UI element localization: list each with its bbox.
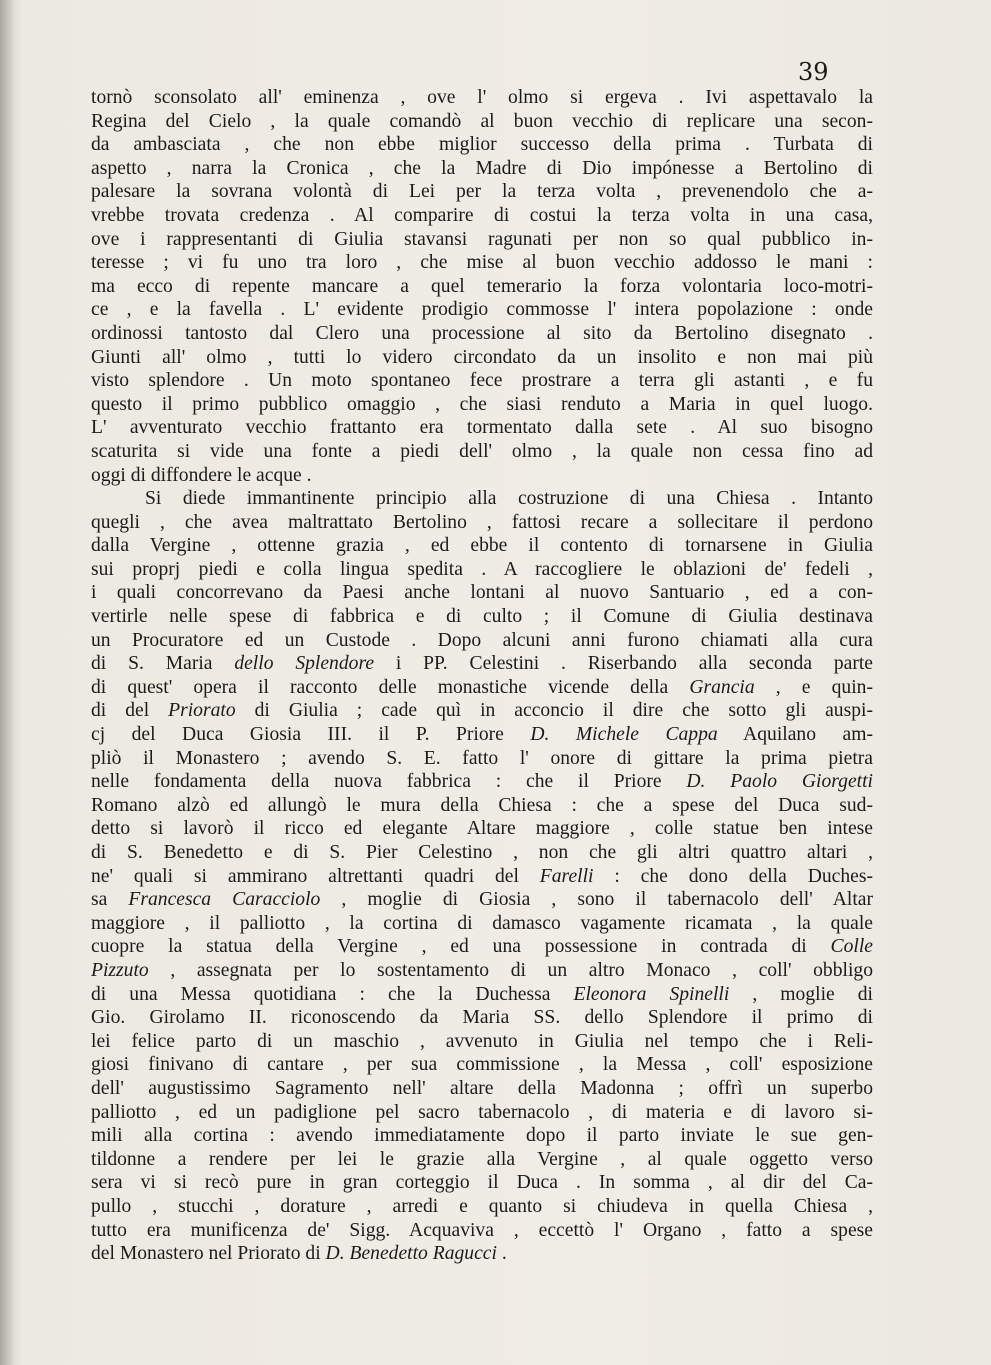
text-line xyxy=(91,581,873,605)
text-segment: teresse ; vi fu uno tra loro , che mise al buon vecchio addosso le mani : xyxy=(91,252,873,274)
text-segment: i quali concorrevano da Paesi anche lontani al nuovo Santuario , ed a con- xyxy=(91,582,873,604)
text-segment: da ambasciata , che non ebbe miglior successo della prima . Turbata di xyxy=(91,134,873,156)
body-text xyxy=(91,86,873,1266)
text-line xyxy=(91,1006,873,1030)
page-gutter-shadow xyxy=(0,0,14,1365)
text-line xyxy=(91,251,873,275)
text-line xyxy=(91,346,873,370)
text-segment: Regina del Cielo , la quale comandò al buon vecchio di replicare una secon- xyxy=(91,110,873,132)
text-line xyxy=(91,464,873,488)
text-line xyxy=(91,629,873,653)
italic-text-segment: Farelli xyxy=(539,865,594,887)
text-line xyxy=(91,1171,873,1195)
text-segment: ne' quali si ammirano altrettanti quadri del xyxy=(91,865,540,887)
text-line xyxy=(91,487,873,511)
text-line xyxy=(91,676,873,700)
italic-text-segment: Pizzuto xyxy=(91,959,149,981)
text-line xyxy=(91,393,873,417)
text-segment: L' avventurato vecchio frattanto era tormentato dalla sete . Al suo bisogno xyxy=(91,417,873,439)
text-line xyxy=(91,86,873,110)
text-line xyxy=(91,322,873,346)
text-line xyxy=(91,416,873,440)
italic-text-segment: D. Michele Cappa xyxy=(530,724,718,746)
text-segment: sa xyxy=(91,889,129,911)
text-segment: detto si lavorò il ricco ed elegante Altare maggiore , colle statue ben intese xyxy=(91,818,873,840)
text-line xyxy=(91,1148,873,1172)
text-segment: tildonne a rendere per lei le grazie alla Vergine , al quale oggetto verso xyxy=(91,1148,873,1170)
text-segment: sera vi si recò pure in gran corteggio il Duca . In somma , al dir del Ca- xyxy=(91,1172,873,1194)
text-line xyxy=(91,298,873,322)
text-segment: pliò il Monastero ; avendo S. E. fatto l' onore di gittare la prima pietra xyxy=(91,747,873,769)
text-line xyxy=(91,1030,873,1054)
text-line xyxy=(91,817,873,841)
text-segment: tutto era munificenza de' Sigg. Acquaviva , eccettò l' Organo , fatto a spese xyxy=(91,1219,873,1241)
text-line xyxy=(91,1242,873,1266)
text-segment: di Giulia ; cade quì in acconcio il dire che sotto gli auspi- xyxy=(235,700,873,722)
text-segment: del Monastero nel Priorato di xyxy=(91,1243,326,1265)
text-segment: dalla Vergine , ottenne grazia , ed ebbe il contento di tornarsene in Giulia xyxy=(91,535,873,557)
text-line xyxy=(91,770,873,794)
text-segment: vertirle nelle spese di fabbrica e di culto ; il Comune di Giulia destinava xyxy=(91,606,873,628)
text-line xyxy=(91,204,873,228)
page-number: 39 xyxy=(798,58,829,86)
text-line xyxy=(91,605,873,629)
text-line xyxy=(91,888,873,912)
text-segment: sui proprj piedi e colla lingua spedita . A raccogliere le oblazioni de' fedeli , xyxy=(91,558,873,580)
text-line xyxy=(91,511,873,535)
text-line xyxy=(91,1124,873,1148)
text-segment: cj del Duca Giosia III. il P. Priore xyxy=(91,724,531,746)
text-line xyxy=(91,180,873,204)
text-line xyxy=(91,794,873,818)
text-line xyxy=(91,1101,873,1125)
text-segment: mili alla cortina : avendo immediatamente dopo il parto inviate le sue gen- xyxy=(91,1125,873,1147)
text-segment: Gio. Girolamo II. riconoscendo da Maria SS. dello Splendore il primo di xyxy=(91,1007,873,1029)
italic-text-segment: Eleonora Spinelli xyxy=(573,983,730,1005)
text-line xyxy=(91,228,873,252)
text-line xyxy=(91,983,873,1007)
italic-text-segment: Francesca Caracciolo xyxy=(128,889,321,911)
text-segment: di del xyxy=(91,700,169,722)
text-line xyxy=(91,157,873,181)
text-segment: . xyxy=(496,1243,507,1265)
italic-text-segment: Grancia xyxy=(689,676,755,698)
text-line xyxy=(91,1053,873,1077)
text-segment: Giunti all' olmo , tutti lo videro circondato da un insolito e non mai più xyxy=(91,346,873,368)
text-line xyxy=(91,1195,873,1219)
text-segment: maggiore , il palliotto , la cortina di damasco vagamente ricamata , la quale xyxy=(91,912,873,934)
text-segment: questo il primo pubblico omaggio , che siasi renduto a Maria in quel luogo. xyxy=(91,393,873,415)
text-line xyxy=(91,558,873,582)
text-line xyxy=(91,1077,873,1101)
text-segment: quegli , che avea maltrattato Bertolino , fattosi recare a sollecitare il perdono xyxy=(91,511,873,533)
text-segment: pullo , stucchi , dorature , arredi e quanto si chiudeva in quella Chiesa , xyxy=(91,1195,873,1217)
text-segment: lei felice parto di un maschio , avvenuto in Giulia nel tempo che i Reli- xyxy=(91,1030,873,1052)
text-segment: oggi di diffondere le acque . xyxy=(91,464,312,486)
text-segment: : che dono della Duches- xyxy=(593,865,873,887)
text-line xyxy=(91,699,873,723)
text-line xyxy=(91,912,873,936)
text-segment: di S. Benedetto e di S. Pier Celestino , non che gli altri quattro altari , xyxy=(91,842,873,863)
text-segment: Romano alzò ed allungò le mura della Chiesa : che a spese del Duca sud- xyxy=(91,794,873,816)
text-segment: palliotto , ed un padiglione pel sacro tabernacolo , di materia e di lavoro si- xyxy=(91,1101,873,1123)
text-segment: cuopre la statua della Vergine , ed una possessione in contrada di xyxy=(91,936,831,958)
text-segment: aspetto , narra la Cronica , che la Madre di Dio impónesse a Bertolino di xyxy=(91,157,873,179)
text-line xyxy=(91,747,873,771)
italic-text-segment: dello Splendore xyxy=(234,653,375,675)
text-line xyxy=(91,440,873,464)
text-segment: un Procuratore ed un Custode . Dopo alcuni anni furono chiamati alla cura xyxy=(91,629,873,651)
text-segment: , moglie di xyxy=(729,983,873,1005)
italic-text-segment: D. Benedetto Ragucci xyxy=(325,1243,497,1265)
text-segment: i PP. Celestini . Riserbando alla seconda parte xyxy=(374,653,874,675)
text-segment: dell' augustissimo Sagramento nell' altare della Madonna ; offrì un superbo xyxy=(91,1077,873,1099)
text-line xyxy=(91,935,873,959)
text-line xyxy=(91,133,873,157)
text-segment: visto splendore . Un moto spontaneo fece prostrare a terra gli astanti , e fu xyxy=(91,370,873,392)
text-line xyxy=(91,1219,873,1243)
text-segment: Si diede immantinente principio alla costruzione di una Chiesa . Intanto xyxy=(145,488,873,510)
text-line xyxy=(91,841,873,865)
text-segment: , moglie di Giosia , sono il tabernacolo dell' Altar xyxy=(320,889,873,911)
italic-text-segment: D. Paolo Giorgetti xyxy=(686,771,873,793)
text-segment: ma ecco di repente mancare a quel temerario la forza volontaria loco-motri- xyxy=(91,275,873,297)
text-segment: Aquilano am- xyxy=(717,724,873,746)
text-segment: di una Messa quotidiana : che la Duchessa xyxy=(91,983,574,1005)
text-line xyxy=(91,369,873,393)
text-segment: , assegnata per lo sostentamento di un altro Monaco , coll' obbligo xyxy=(148,959,873,981)
text-segment: ove i rappresentanti di Giulia stavansi ragunati per non so qual pubblico in- xyxy=(91,228,873,250)
text-line xyxy=(91,865,873,889)
text-segment: vrebbe trovata credenza . Al comparire di costui la terza volta in una casa, xyxy=(91,204,873,226)
text-line xyxy=(91,652,873,676)
text-segment: nelle fondamenta della nuova fabbrica : che il Priore xyxy=(91,771,687,793)
text-segment: giosi finivano di cantare , per sua commissione , la Messa , coll' esposizione xyxy=(91,1054,873,1076)
text-segment: di quest' opera il racconto delle monastiche vicende della xyxy=(91,676,690,698)
text-segment: scaturita si vide una fonte a piedi dell' olmo , la quale non cessa fino ad xyxy=(91,440,873,462)
text-line xyxy=(91,275,873,299)
italic-text-segment: Colle xyxy=(830,936,873,958)
italic-text-segment: Priorato xyxy=(168,700,236,722)
text-segment: ce , e la favella . L' evidente prodigio commosse l' intera popolazione : onde xyxy=(91,299,873,321)
text-line xyxy=(91,534,873,558)
text-line xyxy=(91,959,873,983)
text-segment: , e quin- xyxy=(754,676,873,698)
text-line xyxy=(91,110,873,134)
text-line xyxy=(91,723,873,747)
text-segment: di S. Maria xyxy=(91,653,235,675)
text-segment: ordinossi tantosto dal Clero una processione al sito da Bertolino disegnato . xyxy=(91,322,873,344)
text-segment: tornò sconsolato all' eminenza , ove l' olmo si ergeva . Ivi aspettavalo la xyxy=(91,87,873,108)
text-segment: palesare la sovrana volontà di Lei per la terza volta , prevenendolo che a- xyxy=(91,181,873,203)
